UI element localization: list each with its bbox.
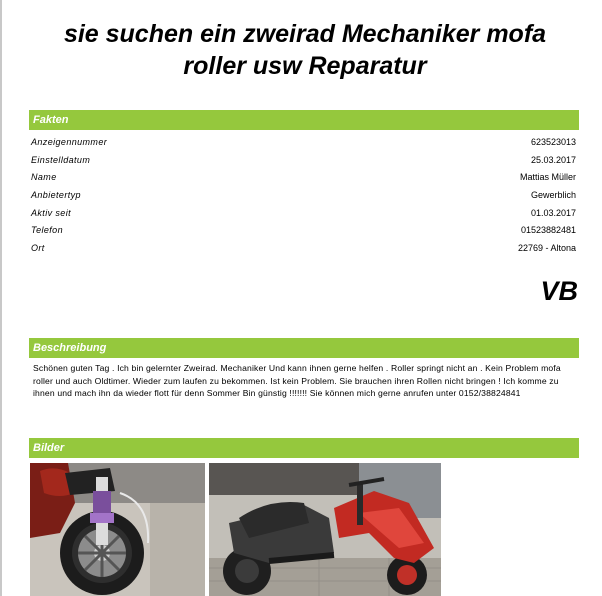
- listing-title-line-2: roller usw Reparatur: [183, 52, 427, 80]
- fact-label: Ort: [31, 243, 45, 254]
- description-text: Schönen guten Tag . Ich bin gelernter Zweirad. Mechaniker Und kann ihnen gerne helfen . Roller springt nicht an . Kein Problem mofa roller und auch Oldtimer. Wieder zum laufen zu bekommen. Ist kein Problem. Sie brauchen ihren Rollen nicht bringen ! Ich komme zu ihnen und mach ihn da wieder flott für denn Sommer Bin günstig !!!!!!! Sie können mich gerne anrufen unter 0152/38824841: [33, 363, 561, 399]
- red-scooter-photo: [209, 463, 441, 596]
- facts-section-header: Fakten: [29, 110, 579, 130]
- fact-row-phone: [31, 222, 576, 240]
- listing-title-line-1: sie suchen ein zweirad Mechaniker mofa: [63, 20, 547, 48]
- fact-label: Aktiv seit: [31, 207, 72, 218]
- fact-row-active-since: [31, 205, 576, 223]
- fact-label: Telefon: [31, 225, 63, 236]
- facts-list: [31, 134, 576, 258]
- fact-row-posting-date: [31, 152, 576, 170]
- fact-label: Name: [31, 172, 57, 183]
- price-label: VB: [540, 276, 578, 306]
- fact-label: Einstelldatum: [31, 154, 91, 165]
- fact-value: 01523882481: [520, 225, 576, 236]
- fact-label: Anbietertyp: [31, 190, 81, 201]
- description-section-header: Beschreibung: [29, 338, 579, 358]
- fact-row-name: [31, 169, 576, 187]
- fact-value: 22769 - Altona: [517, 243, 576, 254]
- page-left-border: [0, 0, 2, 596]
- images-section-header: Bilder: [29, 438, 579, 458]
- fact-value: 25.03.2017: [530, 154, 576, 165]
- fact-value: 623523013: [530, 137, 576, 147]
- fact-value: Mattias Müller: [519, 172, 576, 183]
- fact-row-ad-number: [31, 134, 576, 152]
- fact-label: Anzeigennummer: [31, 137, 108, 147]
- fact-value: Gewerblich: [530, 190, 576, 201]
- fact-row-location: [31, 240, 576, 258]
- fact-value: 01.03.2017: [530, 207, 576, 218]
- scooter-front-wheel-photo: [30, 463, 205, 596]
- listing-title: [30, 18, 580, 82]
- fact-row-seller-type: [31, 187, 576, 205]
